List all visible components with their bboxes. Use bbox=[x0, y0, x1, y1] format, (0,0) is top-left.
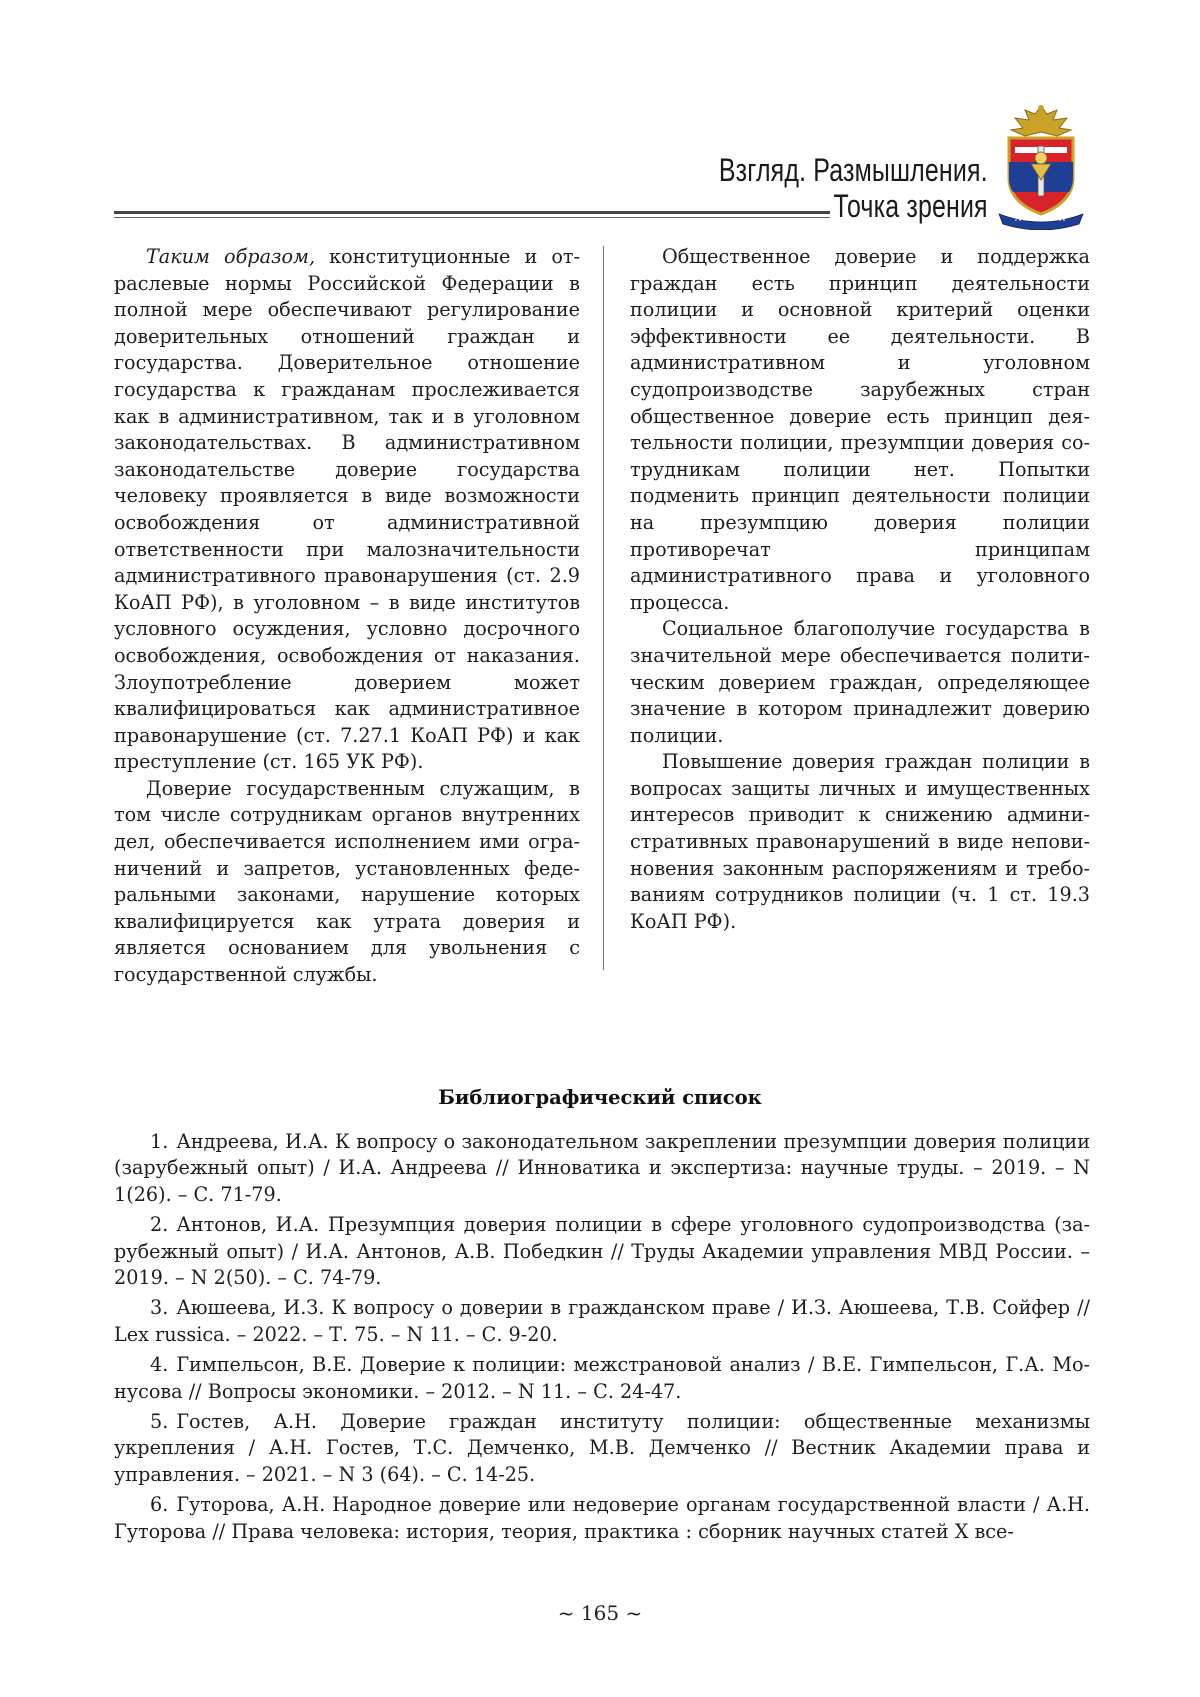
column-divider bbox=[603, 246, 604, 970]
item-number: 1. bbox=[150, 1130, 169, 1153]
item-number: 6. bbox=[150, 1493, 169, 1517]
item-number: 2. bbox=[150, 1213, 169, 1237]
bibliography-heading: Библиографический список bbox=[438, 1086, 762, 1109]
paragraph-text: конституционные и отраслевые нормы Российской Федерации в полной мере обеспечивают регулирование доверительных отношений граждан и государства. Доверительное отношение государства к гражданам прослеживается как в административном, так и в уголовном законодательствах. В административном законодательстве доверие государства человеку проявляется в виде возможности освобождения от административной ответственности при малозначительности административного правонарушения (ст. 2.9 КоАП РФ), в уголовном – в виде институтов условного осуждения, условно досрочного освобождения, освобождения от наказания. Злоупотребление доверием может квалифицироваться как административное правонарушение (ст. 7.27.1 КоАП РФ) и как преступление (ст. 165 УК РФ). bbox=[114, 245, 580, 774]
item-number: 5. bbox=[150, 1410, 169, 1434]
italic-lead: Таким образом, bbox=[146, 245, 316, 268]
paragraph: Повышение доверия граждан полиции в вопросах защиты личных и имущественных интересов приводит к снижению административных правонарушений в виде неповиновения законным распоряжениям и требованиям сотрудников полиции (ч. 1 ст. 19.3 КоАП РФ). bbox=[630, 750, 1090, 933]
bibliography-item bbox=[114, 1352, 1090, 1405]
bibliography-item bbox=[114, 1492, 1090, 1545]
header-rule-thin bbox=[114, 217, 830, 218]
item-text: Гуторова, А.Н. Народное доверие или недоверие органам государственной власти / А.Н. Гуторова // Права человека: история, теория, практика : сборник научных статей X все- bbox=[114, 1493, 1090, 1543]
paragraph: Доверие государственным служащим, в том числе сотрудникам органов внутренних дел, обеспечивается исполнением ими ограничений и запретов, установленных федеральными законами, нарушение которых квалифицируется как утрата доверия и является основанием для увольнения с государственной службы. bbox=[114, 776, 580, 987]
item-text: Гимпельсон, В.Е. Доверие к полиции: межстрановой анализ / В.Е. Гимпельсон, Г.А. Монусова // Вопросы экономики. – 2012. – N 11. – С. 24-47. bbox=[114, 1353, 1090, 1403]
item-text: Аюшеева, И.З. К вопросу о доверии в гражданском праве / И.З. Аюшеева, Т.В. Сойфер // Lex russica. – 2022. – Т. 75. – N 11. – С. 9-20. bbox=[114, 1296, 1090, 1346]
page-number: ~ 165 ~ bbox=[557, 1601, 643, 1625]
item-text: Андреева, И.А. К вопросу о законодательном закреплении презумпции доверия полиции (зарубежный опыт) / И.А. Андреева // Инноватика и экспертиза: научные труды. – 2019. – N 1(26). – С. 71-79. bbox=[114, 1130, 1090, 1206]
bibliography-item bbox=[114, 1409, 1090, 1488]
paragraph bbox=[114, 244, 580, 776]
bibliography-item bbox=[114, 1129, 1090, 1208]
item-text: Гостев, А.Н. Доверие граждан институту полиции: общественные механизмы укрепления / А.Н. Гостев, Т.С. Демченко, М.В. Демченко // Вестник Академии права и управления. – 2021. – N 3 (64). – С. 14-25. bbox=[114, 1410, 1090, 1486]
bibliography-list bbox=[114, 1129, 1090, 1549]
police-academy-emblem-icon bbox=[995, 102, 1087, 230]
paragraph: Общественное доверие и поддержка граждан есть принцип деятельности полиции и основной критерий оценки эффективности ее деятельности. В административном и уголовном судопроизводстве зарубежных стран общественное доверие есть принцип деятельности полиции, презумпции доверия сотрудникам полиции нет. Попытки подменить принцип деятельности полиции на презумпцию доверия полиции противоречат принципам административного права и уголовного процесса. bbox=[630, 245, 1090, 614]
article-left-column bbox=[114, 244, 580, 989]
item-number: 4. bbox=[150, 1353, 169, 1377]
page-header bbox=[0, 0, 1200, 230]
header-rule bbox=[114, 211, 830, 214]
section-title-line1: Взгляд. Размышления. bbox=[719, 152, 988, 188]
article-right-column bbox=[630, 244, 1090, 935]
section-title-line2: Точка зрения bbox=[833, 188, 988, 224]
item-text: Антонов, И.А. Презумпция доверия полиции в сфере уголовного судопроизводства (зарубежный опыт) / И.А. Антонов, А.В. Победкин // Труды Академии управления МВД России. – 2019. – N 2(50). – С. 74-79. bbox=[114, 1213, 1090, 1290]
paragraph: Социальное благополучие государства в значительной мере обеспечивается политическим доверием граждан, определяющее значение в котором принадлежит доверию полиции. bbox=[630, 617, 1090, 747]
bibliography-item bbox=[114, 1295, 1090, 1348]
bibliography-item bbox=[114, 1212, 1090, 1291]
item-number: 3. bbox=[150, 1296, 169, 1320]
